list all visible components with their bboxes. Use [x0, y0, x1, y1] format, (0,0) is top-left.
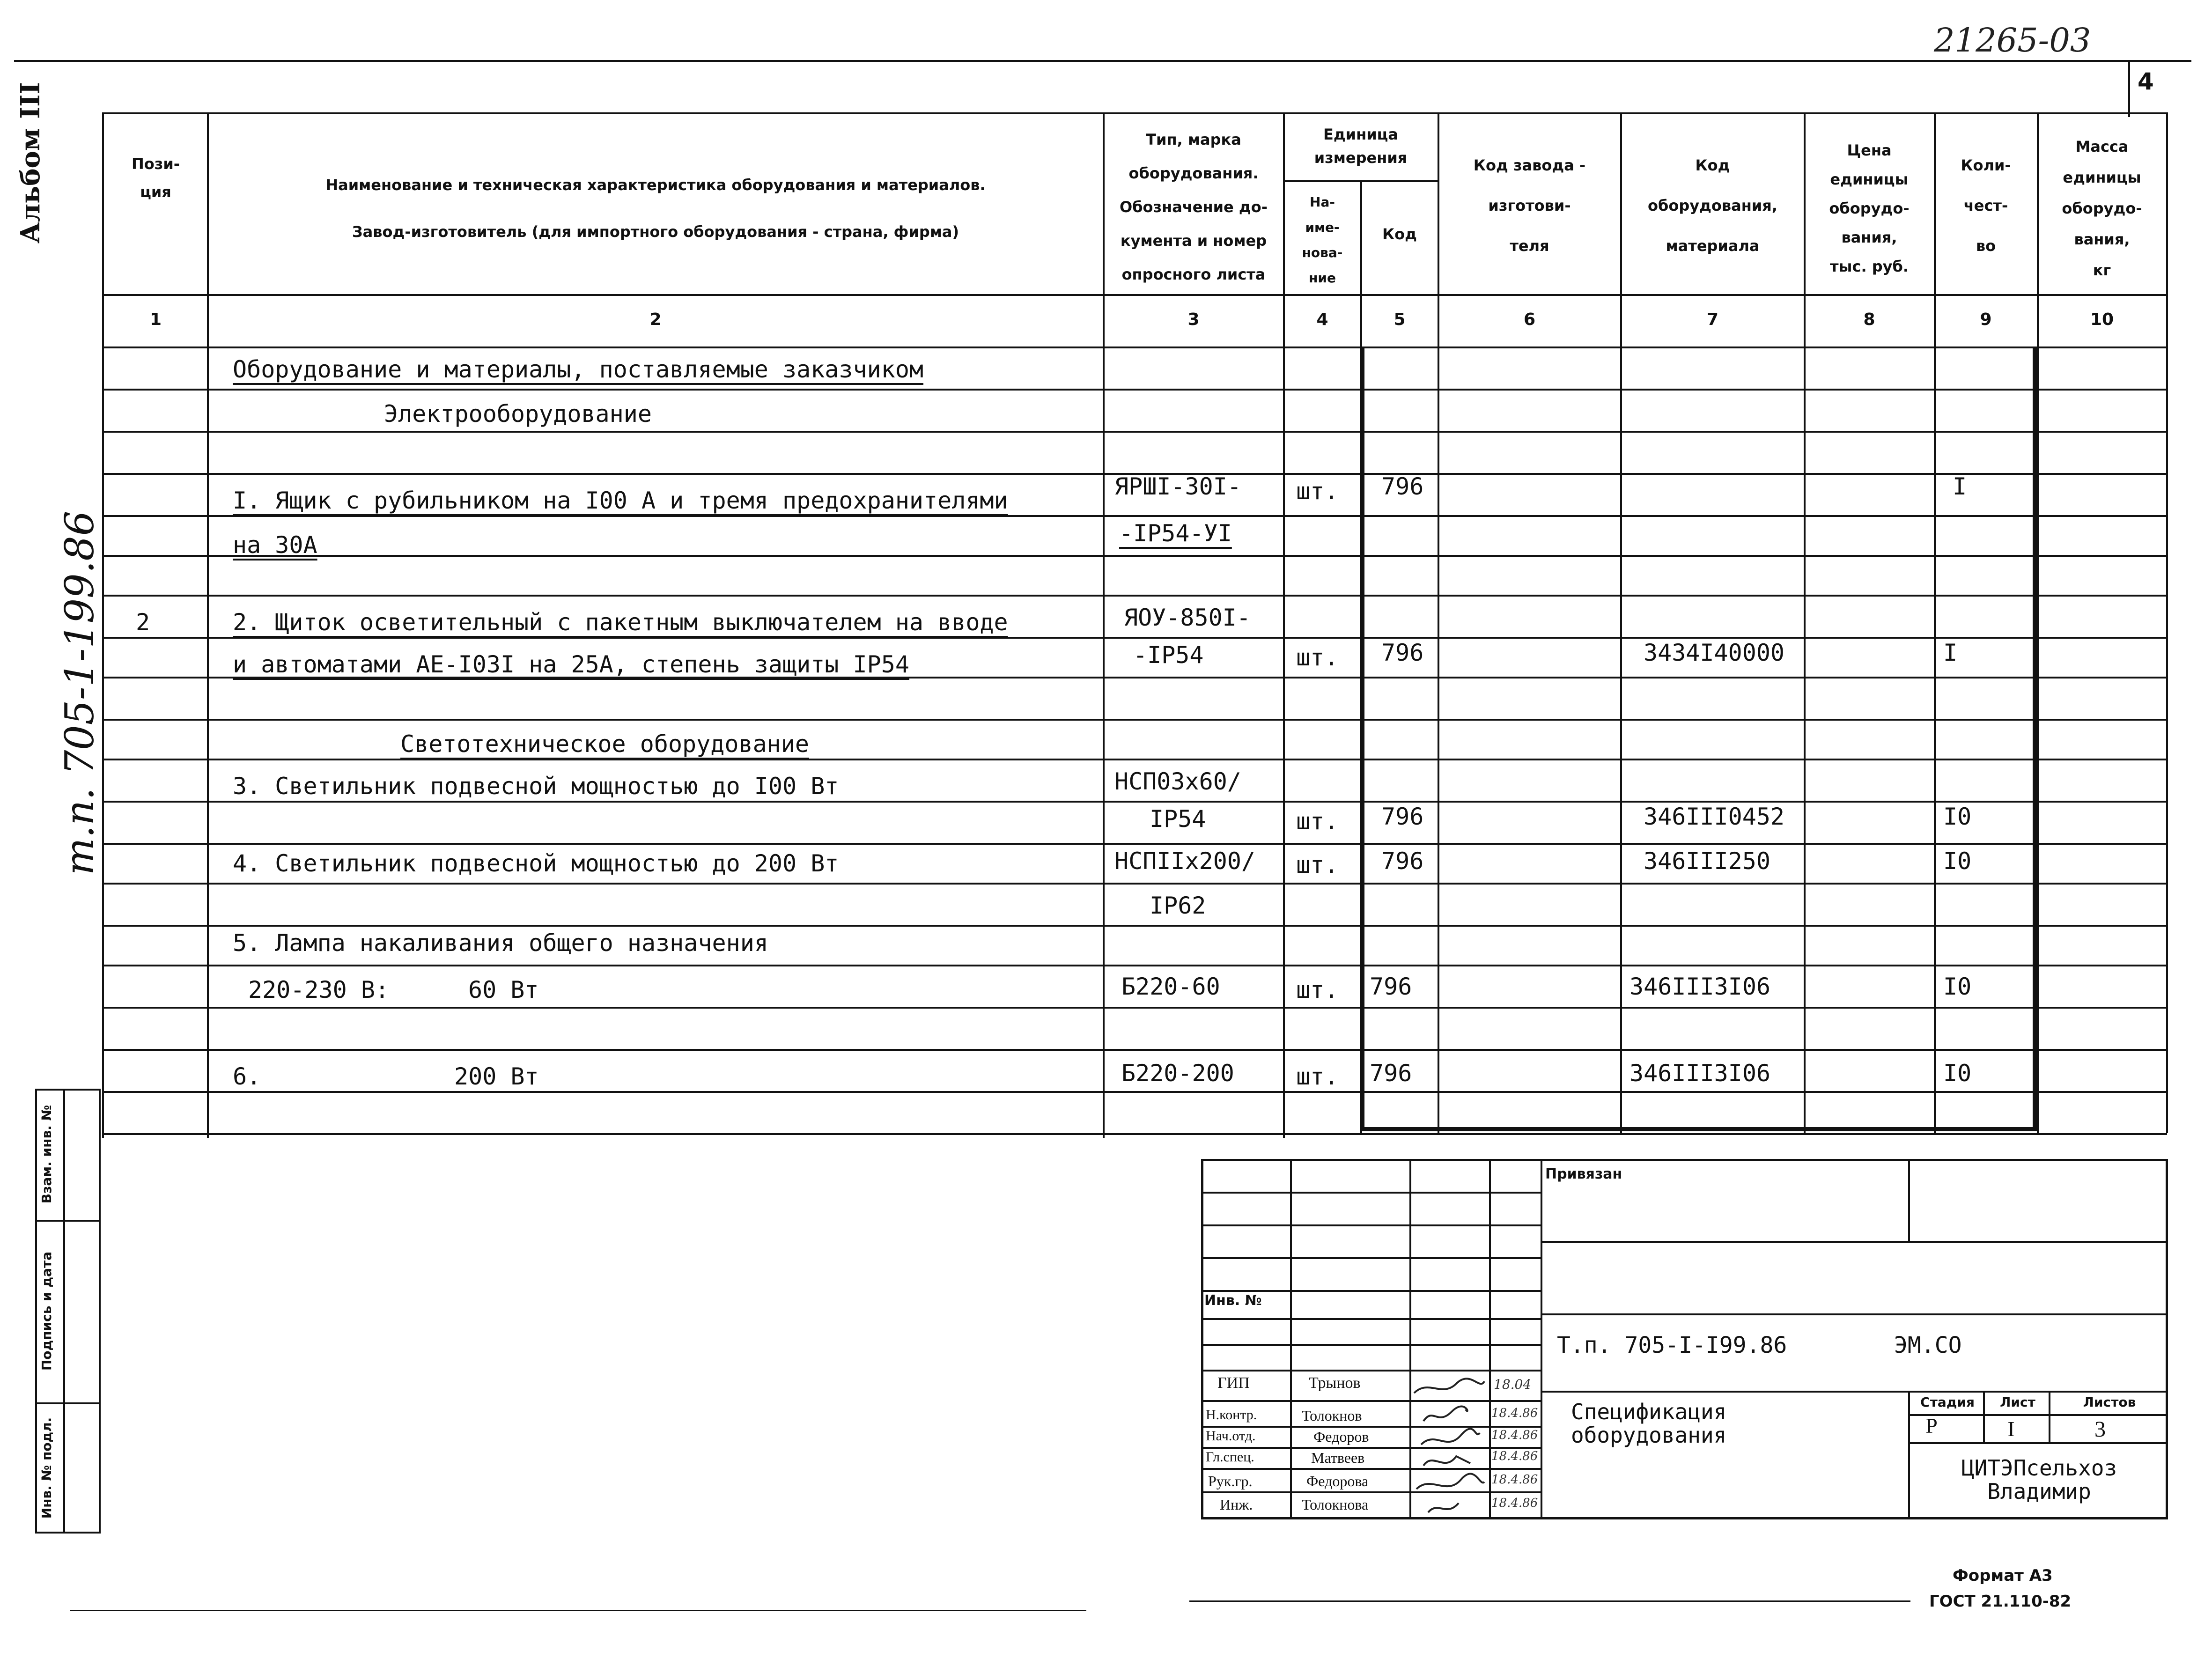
tb-privyazan-divider	[1908, 1159, 1910, 1241]
format-label: Формат А3	[1953, 1566, 2053, 1585]
unit-group-header: Единица измерения	[1314, 125, 1408, 167]
colnum-10: 10	[2090, 310, 2114, 329]
row4-equip-code: 346III250	[1644, 848, 1770, 875]
side-stamp-signature-date: Подпись и дата	[39, 1251, 54, 1371]
row6-qty: I0	[1943, 1060, 1972, 1087]
row3b-type: IP54	[1150, 805, 1206, 833]
tb-stage-divider	[1908, 1391, 1910, 1519]
row4-code: 796	[1381, 848, 1424, 875]
staff-date-nachotd: 18.4.86	[1491, 1428, 1538, 1442]
tb-row	[1201, 1257, 1541, 1259]
row3-type: НСП03х60/	[1114, 768, 1241, 795]
row-line	[102, 515, 2167, 517]
staff-role-gip: ГИП	[1217, 1374, 1250, 1392]
col8-header: Цена единицы оборудо- вания, тыс. руб.	[1829, 141, 1910, 275]
staff-name-ncontr: Толокнов	[1302, 1407, 1362, 1424]
row5b-code: 796	[1370, 973, 1412, 1000]
row-line	[102, 1091, 2167, 1093]
tb-row	[1201, 1192, 1541, 1194]
row2b-unit: шт.	[1296, 644, 1339, 671]
tb-row	[1201, 1318, 1541, 1320]
row3-name: 3. Светильник подвесной мощностью до I00 Вт	[233, 773, 839, 800]
row3b-qty: I0	[1943, 803, 1972, 830]
row2b-code: 796	[1381, 639, 1424, 666]
tb-row	[1201, 1468, 1541, 1470]
tb-row	[1201, 1447, 1541, 1449]
staff-role-ncontr: Н.контр.	[1206, 1407, 1257, 1423]
tb-stage-row	[1908, 1442, 2168, 1444]
colnum-1: 1	[149, 310, 162, 329]
row-line	[102, 1007, 2167, 1009]
side-stamp-line-1	[35, 1220, 101, 1222]
row4-unit: шт.	[1296, 851, 1339, 878]
tb-right-row	[1541, 1391, 2168, 1393]
colnum-8: 8	[1863, 310, 1875, 329]
vertical-project-number: т.п. 705-1-199.86	[57, 510, 103, 876]
tb-right-row	[1541, 1313, 2168, 1315]
tb-title: Спецификация оборудования	[1571, 1399, 1727, 1448]
staff-date-rukgr: 18.4.86	[1491, 1473, 1538, 1487]
tb-row	[1201, 1370, 1541, 1371]
row4-type: НСПIIх200/	[1114, 848, 1256, 875]
row1-type: ЯРШI-30I-	[1114, 473, 1241, 500]
side-stamp-inv-podl: Инв. № подл.	[39, 1417, 54, 1519]
tb-sheets-label: Листов	[2083, 1394, 2136, 1410]
row2-pos: 2	[136, 609, 150, 636]
row2b-equip-code: 3434I40000	[1644, 639, 1785, 666]
row-line	[102, 925, 2167, 927]
row5b-unit: шт.	[1296, 976, 1339, 1003]
row6-name: 6.	[233, 1063, 261, 1090]
page-number-box-line	[2128, 61, 2130, 117]
table-left-border	[102, 112, 104, 1138]
side-stamp-line-2	[35, 1402, 101, 1404]
row2b-name: и автоматами АЕ-I03I на 25А, степень защиты IP54	[233, 651, 909, 678]
staff-date-inzh: 18.4.86	[1491, 1496, 1538, 1510]
tb-right-row	[1541, 1241, 2168, 1243]
row6-unit: шт.	[1296, 1063, 1339, 1090]
subsection-light: Светотехническое оборудование	[400, 730, 809, 758]
staff-name-rukgr: Федорова	[1306, 1473, 1369, 1489]
row-line	[102, 843, 2167, 845]
row6-type: Б220-200	[1121, 1060, 1234, 1087]
tb-sheets: 3	[2094, 1417, 2106, 1442]
row-line	[102, 431, 2167, 433]
tb-row	[1201, 1491, 1541, 1493]
col2-header: Наименование и техническая характеристика оборудования и материалов. Завод-изготовитель (для импортного оборудования - страна, фирма)	[325, 176, 986, 241]
row1b-type: -IP54-УI	[1119, 520, 1232, 547]
tb-sheet: I	[2007, 1417, 2015, 1441]
tb-row	[1201, 1344, 1541, 1346]
row-line	[102, 637, 2167, 639]
col-divider-3	[1283, 112, 1285, 1138]
tb-col	[1489, 1159, 1491, 1519]
row-line	[102, 883, 2167, 885]
row5b-power: 60 Вт	[468, 976, 539, 1003]
tb-stage-col	[1983, 1391, 1985, 1442]
row-line	[102, 595, 2167, 597]
row5b-qty: I0	[1943, 973, 1972, 1000]
row2b-type: -IP54	[1133, 641, 1204, 669]
colnum-7: 7	[1706, 310, 1719, 329]
tb-inv-no: Инв. №	[1204, 1292, 1262, 1309]
staff-role-inzh: Инж.	[1220, 1496, 1253, 1513]
tb-sheet-label: Лист	[2000, 1394, 2035, 1410]
row5b-equip-code: 346III3I06	[1630, 973, 1771, 1000]
colnum-9: 9	[1980, 310, 1992, 329]
col4-header: На- име- нова- ние	[1302, 194, 1343, 286]
row1-name: I. Ящик с рубильником на I00 А и тремя предохранителями	[233, 487, 1008, 514]
header-bottom-line	[102, 294, 2167, 296]
tb-stage: Р	[1925, 1414, 1938, 1438]
col3-header: Тип, марка оборудования. Обозначение до- кумента и номер опросного листа	[1120, 131, 1268, 283]
row3b-unit: шт.	[1296, 808, 1339, 835]
row1-qty: I	[1953, 473, 1967, 500]
doc-code: 21265-03	[1934, 21, 2091, 59]
table-top-border	[102, 112, 2167, 114]
tb-row	[1201, 1400, 1541, 1402]
row6-power: 200 Вт	[454, 1063, 539, 1090]
tb-mark: ЭМ.СО	[1894, 1332, 1962, 1358]
row-line	[102, 1133, 2167, 1135]
col9-header: Коли- чест- во	[1961, 156, 2011, 255]
table-right-border	[2166, 112, 2168, 1133]
row2-name: 2. Щиток осветительный с пакетным выключателем на вводе	[233, 609, 1008, 636]
signatures-graphic	[1409, 1370, 1489, 1519]
col7-header: Код оборудования, материала	[1648, 156, 1777, 255]
staff-date-ncontr: 18.4.86	[1491, 1406, 1538, 1420]
bottom-rule-right	[1189, 1600, 1910, 1602]
row-line	[102, 759, 2167, 760]
staff-role-rukgr: Рук.гр.	[1208, 1473, 1253, 1489]
row5-name: 5. Лампа накаливания общего назначения	[233, 929, 768, 957]
colnum-5: 5	[1394, 310, 1406, 329]
row2b-qty: I	[1943, 639, 1958, 666]
row3b-equip-code: 346III0452	[1644, 803, 1785, 830]
gost-label: ГОСТ 21.110-82	[1929, 1592, 2072, 1611]
row2-type: ЯОУ-850I-	[1124, 604, 1251, 631]
row6-code: 796	[1370, 1060, 1412, 1087]
thick-body-frame	[1360, 347, 2037, 1131]
staff-role-glspec: Гл.спец.	[1206, 1449, 1254, 1465]
row-line	[102, 719, 2167, 721]
bottom-rule-left	[70, 1610, 1086, 1611]
row-line	[102, 555, 2167, 557]
page-number: 4	[2138, 68, 2154, 95]
top-rule	[14, 60, 2191, 62]
tb-row	[1201, 1224, 1541, 1226]
col10-header: Масса единицы оборудо- вания, кг	[2062, 138, 2142, 279]
col5-header: Код	[1382, 225, 1417, 243]
row-line	[102, 389, 2167, 391]
staff-date-gip: 18.04	[1494, 1377, 1532, 1392]
staff-name-glspec: Матвеев	[1311, 1449, 1365, 1466]
colnum-3: 3	[1187, 310, 1200, 329]
row-line	[102, 965, 2167, 966]
tb-row	[1201, 1426, 1541, 1428]
col-divider-1	[207, 112, 209, 1138]
tb-stage-label: Стадия	[1920, 1394, 1975, 1410]
staff-date-glspec: 18.4.86	[1491, 1449, 1538, 1463]
col6-header: Код завода - изготови- теля	[1473, 156, 1586, 255]
section-title: Оборудование и материалы, поставляемые заказчиком	[233, 356, 924, 383]
side-stamp-vzam: Взам. инв. №	[39, 1105, 54, 1204]
row6-equip-code: 346III3I06	[1630, 1060, 1771, 1087]
side-stamp-divider	[63, 1089, 65, 1534]
staff-name-nachotd: Федоров	[1313, 1428, 1369, 1445]
colnum-2: 2	[649, 310, 662, 329]
row4-qty: I0	[1943, 848, 1972, 875]
thick-left	[1360, 347, 1364, 1131]
row3b-code: 796	[1381, 803, 1424, 830]
colnum-6: 6	[1523, 310, 1536, 329]
tb-stage-col	[2049, 1391, 2050, 1442]
row1-unit: шт.	[1296, 478, 1339, 505]
row4b-type: IP62	[1150, 892, 1206, 919]
staff-name-inzh: Толокнова	[1302, 1496, 1369, 1513]
staff-role-nachotd: Нач.отд.	[1206, 1428, 1256, 1444]
tb-col	[1541, 1159, 1542, 1519]
subsection-electro: Электрооборудование	[384, 400, 652, 428]
row5b-type: Б220-60	[1121, 973, 1220, 1000]
row-line	[102, 1049, 2167, 1051]
tb-row	[1201, 1290, 1541, 1292]
staff-name-gip: Трынов	[1309, 1374, 1361, 1392]
tb-col	[1290, 1159, 1292, 1519]
tb-organization: ЦИТЭПсельхоз Владимир	[1961, 1455, 2117, 1504]
col-divider-2	[1103, 112, 1105, 1138]
row4-name: 4. Светильник подвесной мощностью до 200 Вт	[233, 850, 839, 877]
col-divider-9	[2037, 112, 2039, 1133]
colnum-4: 4	[1316, 310, 1328, 329]
col1-header: Пози- ция	[131, 155, 180, 201]
album-label: Альбом III	[15, 82, 46, 243]
row5b-name: 220-230 В:	[248, 976, 390, 1003]
tb-designation: Т.п. 705-I-I99.86	[1557, 1332, 1787, 1358]
row-line	[102, 801, 2167, 803]
tb-privyazan: Привязан	[1545, 1166, 1622, 1182]
row1-code: 796	[1381, 473, 1424, 500]
row1b-name: на 30А	[233, 531, 317, 559]
